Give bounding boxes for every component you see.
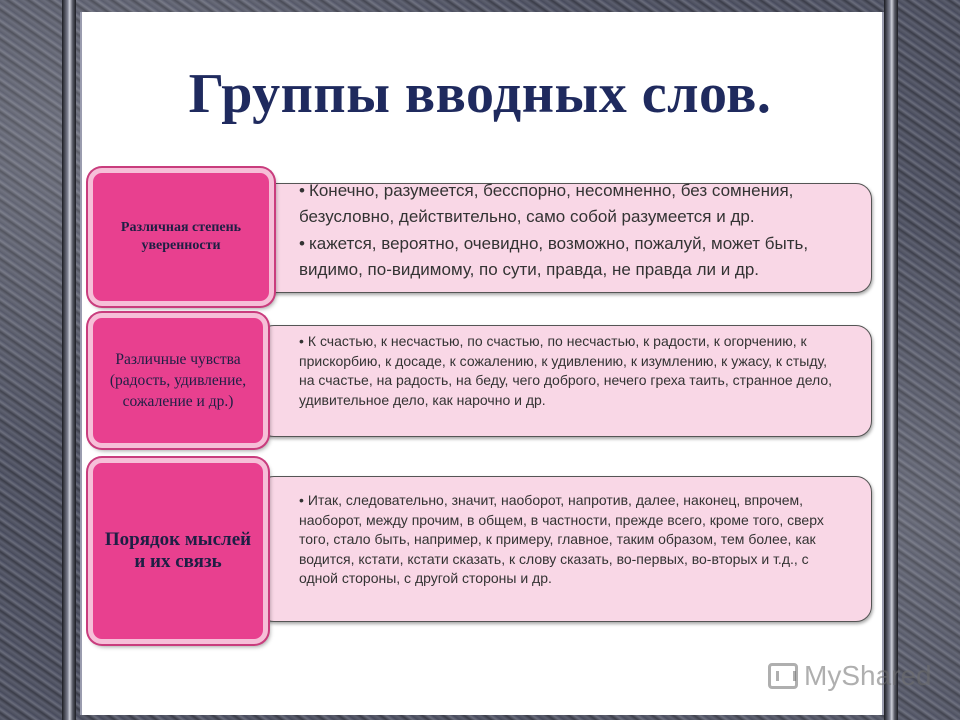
category-label: Порядок мыслей и их связь <box>104 529 252 572</box>
bullet-icon: • <box>299 333 304 349</box>
presentation-icon <box>768 663 798 689</box>
group-panel-feelings <box>258 325 872 437</box>
category-label: Различные чувства (радость, удивление, сожаление и др.) <box>109 351 247 410</box>
list-item: • Конечно, разумеется, бесспорно, несомненно, без сомнения, безусловно, действительно, само собой разумеется и др. <box>299 181 794 226</box>
list-item: • кажется, вероятно, очевидно, возможно, пожалуй, может быть, видимо, по-видимому, по сути, правда, не правда ли и др. <box>299 234 809 279</box>
category-label: Различная степень уверенности <box>120 220 242 253</box>
group-panel-order <box>258 476 872 622</box>
category-order <box>88 458 268 644</box>
page-title: Группы вводных слов. <box>188 63 772 125</box>
bullet-icon: • <box>299 181 305 200</box>
watermark-logo: MyShared <box>768 660 932 692</box>
list-item: • Итак, следовательно, значит, наоборот, напротив, далее, наконец, впрочем, наоборот, между прочим, в общем, в частности, прежде всего, кроме того, сверх того, стало быть, например, к примеру, главное, таким образом, тем более, как водится, кстати, кстати сказать, к слову сказать, во-первых, во-вторых и т.д., с одной стороны, с другой стороны и др. <box>299 492 824 586</box>
bullet-icon: • <box>299 234 305 253</box>
list-item: • К счастью, к несчастью, по счастью, по несчастью, к радости, к огорчению, к прискорбию, к досаде, к сожалению, к удивлению, к изумлению, к ужасу, к стыду, на счастье, на радость, на беду, чего доброго, нечего греха таить, странное дело, удивительное дело, как нарочно и др. <box>299 333 833 408</box>
category-feelings <box>88 313 268 448</box>
bullet-icon: • <box>299 492 304 508</box>
category-certainty <box>88 168 274 306</box>
group-panel-certainty <box>258 183 872 293</box>
